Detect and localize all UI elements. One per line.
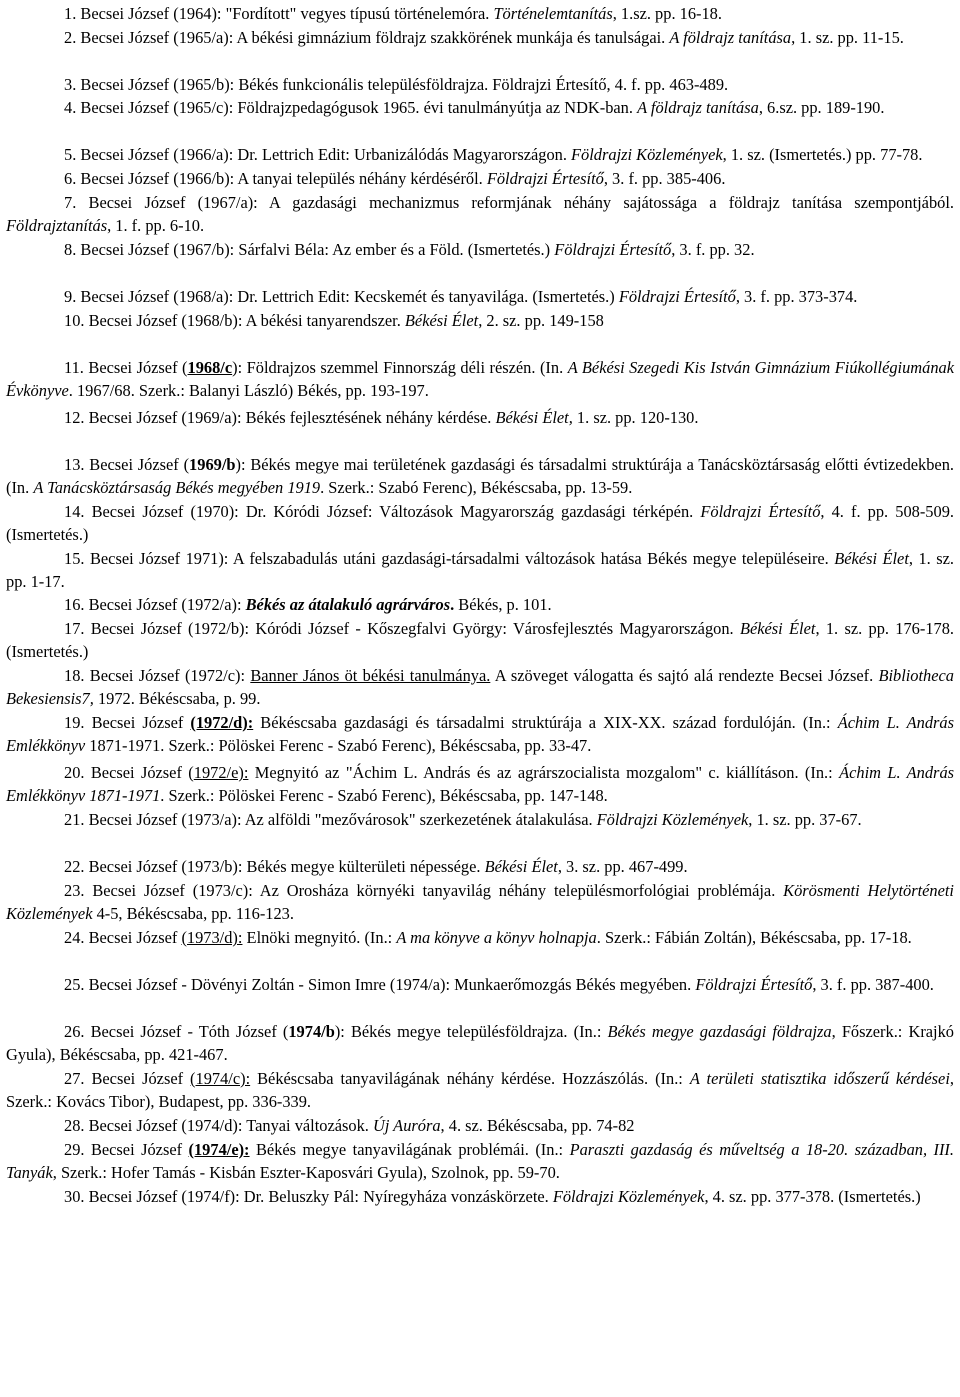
entry-text: 12. Becsei József (1969/a): Békés fejlesztésének néhány kérdése. xyxy=(64,408,496,427)
entry-emphasis: Földrajzi Értesítő xyxy=(486,169,604,188)
entry-emphasis: A földrajz tanítása xyxy=(669,28,792,47)
entry-text: 7. Becsei József (1967/a): A gazdasági mechanizmus reformjának néhány sajátossága a földrajz tanítása szempontjából. xyxy=(64,193,954,212)
entry-emphasis: A területi statisztika időszerű kérdései xyxy=(689,1069,950,1088)
entry-emphasis: Történelemtanítás xyxy=(493,4,613,23)
entry-emphasis: Paraszti gazdaság és műveltség a 18-20. században, III. Tanyák xyxy=(6,1140,954,1183)
entry-text: , 3. f. pp. 385-406. xyxy=(603,169,726,188)
entry-emphasis: Új Auróra xyxy=(372,1116,441,1135)
entry-emphasis: Földrajzi Értesítő xyxy=(618,287,736,306)
entry-emphasis: Békési Élet xyxy=(484,857,558,876)
entry-text: , Főszerk.: Krajkó Gyula), Békéscsaba, pp. 421-467. xyxy=(6,1022,954,1065)
bibliography-entry xyxy=(6,2,954,25)
entry-text: ): Békés megye településföldrajza. (In.: xyxy=(334,1022,608,1041)
entry-text: , 1. f. pp. 6-10. xyxy=(107,216,205,236)
entry-text: 5. Becsei József (1966/a): Dr. Lettrich Edit: Urbanizálódás Magyarországon. xyxy=(64,145,572,164)
entry-text: 25. Becsei József - Dövényi Zoltán - Simon Imre (1974/a): Munkaerőmozgás Békés megyében. xyxy=(64,975,696,994)
bibliography-entry xyxy=(6,973,954,996)
bibliography-entry xyxy=(6,1020,954,1066)
entry-emphasis: Földrajzi Értesítő xyxy=(554,240,672,259)
entry-emphasis: 1972/e): xyxy=(193,763,249,782)
entry-text: 28. Becsei József (1974/d): Tanyai változások. xyxy=(64,1116,373,1135)
entry-text: 19. Becsei József xyxy=(64,713,191,732)
entry-text: , 1.sz. pp. 16-18. xyxy=(612,4,722,23)
entry-text: , 1. sz. (Ismertetés.) pp. 77-78. xyxy=(722,145,923,164)
entry-text: 9. Becsei József (1968/a): Dr. Lettrich Edit: Kecskemét és tanyavilága. (Ismertetés.) xyxy=(64,287,619,306)
bibliography-entry xyxy=(6,453,954,499)
entry-text: 10. Becsei József (1968/b): A békési tanyarendszer. xyxy=(64,311,405,330)
entry-text: , 1. sz. pp. 176-178. (Ismertetés.) xyxy=(6,619,955,662)
bibliography-entry xyxy=(6,309,954,332)
entry-text: Békés, p. 101. xyxy=(454,595,552,614)
bibliography-entry xyxy=(6,26,954,49)
entry-text: 4. Becsei József (1965/c): Földrajzpedagógusok 1965. évi tanulmányútja az NDK-ban. xyxy=(64,98,638,117)
entry-text: . Szerk.: Pölöskei Ferenc - Szabó Ferenc), Békéscsaba, pp. 147-148. xyxy=(160,786,608,806)
entry-emphasis: Körösmenti Helytörténeti Közlemények xyxy=(6,881,954,924)
entry-text: 4-5, Békéscsaba, pp. 116-123. xyxy=(92,904,294,924)
bibliography-entry xyxy=(6,191,954,237)
entry-text: 20. Becsei József ( xyxy=(64,763,194,782)
bibliography-entry xyxy=(6,96,954,119)
bibliography-entry xyxy=(6,406,954,429)
entry-emphasis: Békési Élet, xyxy=(495,408,573,427)
entry-text: 8. Becsei József (1967/b): Sárfalvi Béla: Az ember és a Föld. (Ismertetés.) xyxy=(64,240,555,259)
entry-text: 1. sz. pp. 120-130. xyxy=(572,408,699,427)
bibliography-entry xyxy=(6,711,954,757)
entry-text: , 6.sz. pp. 189-190. xyxy=(758,98,885,117)
entry-emphasis: A földrajz tanítása xyxy=(637,98,759,117)
bibliography-entry xyxy=(6,547,954,593)
entry-text: , 4. f. pp. 508-509. (Ismertetés.) xyxy=(6,502,954,545)
entry-text: Békés megye tanyavilágának problémái. (In.: xyxy=(249,1140,570,1159)
entry-text: , 3. f. pp. 387-400. xyxy=(812,975,934,994)
entry-text: 17. Becsei József (1972/b): Kóródi József - Kőszegfalvi György: Városfejlesztés Magyarországon. xyxy=(64,619,740,638)
entry-emphasis: Békés az átalakuló agrárváros xyxy=(245,595,451,614)
bibliography-entry xyxy=(6,617,954,663)
entry-emphasis: Földrajzi Értesítő xyxy=(700,502,821,521)
entry-emphasis: A Tanácsköztársaság Békés megyében 1919 xyxy=(33,478,321,498)
entry-emphasis: 1968/c xyxy=(187,358,233,377)
entry-emphasis: Békés megye gazdasági földrajza xyxy=(607,1022,832,1041)
bibliography-entry xyxy=(6,1138,954,1184)
bibliography-entry xyxy=(6,356,954,402)
entry-text: , 1. sz. pp. 1-17. xyxy=(6,549,954,592)
entry-text: 23. Becsei József (1973/c): Az Orosháza környéki tanyavilág néhány településmorfológiai problémája. xyxy=(64,881,784,900)
entry-text: , 2. sz. pp. 149-158 xyxy=(478,311,604,330)
entry-text: , Szerk.: Hofer Tamás - Kisbán Eszter-Kaposvári Gyula), Szolnok, pp. 59-70. xyxy=(52,1163,560,1183)
entry-emphasis: (1972/d): xyxy=(190,713,254,732)
entry-emphasis: Földrajzi Közlemények xyxy=(571,145,723,164)
entry-emphasis: Békési Élet xyxy=(834,549,909,568)
entry-emphasis: Földrajztanítás xyxy=(6,216,108,236)
bibliography-entry xyxy=(6,143,954,166)
entry-emphasis: Áchim L. András Emlékkönyv xyxy=(6,713,955,756)
entry-text: 11. Becsei József ( xyxy=(64,358,188,377)
entry-text: 30. Becsei József (1974/f): Dr. Beluszky Pál: Nyíregyháza vonzáskörzete. xyxy=(64,1187,553,1206)
bibliography-entry xyxy=(6,1114,954,1137)
entry-text: Békéscsaba tanyavilágának néhány kérdése. Hozzászólás. (In.: xyxy=(250,1069,690,1088)
entry-emphasis: (1974/c): xyxy=(190,1069,251,1088)
entry-text: A szöveget válogatta és sajtó alá rendezte Becsei József. xyxy=(490,666,879,685)
entry-text: . 1967/68. Szerk.: Balanyi László) Békés, pp. 193-197. xyxy=(68,381,429,401)
entry-text: 6. Becsei József (1966/b): A tanyai település néhány kérdéséről. xyxy=(64,169,487,188)
bibliography-entry xyxy=(6,285,954,308)
bibliography-entry xyxy=(6,167,954,190)
bibliography-entry xyxy=(6,855,954,878)
entry-emphasis: (1974/e): xyxy=(188,1140,250,1159)
bibliography-entry xyxy=(6,593,954,616)
entry-text: Megnyitó az "Áchim L. András és az agrárszocialista mozgalom" c. kiállításon. (In.: xyxy=(248,763,840,782)
entry-text: , 1. sz. pp. 11-15. xyxy=(791,28,904,47)
entry-text: 1. Becsei József (1964): "Fordított" vegyes típusú történelemóra. xyxy=(64,4,494,23)
entry-emphasis: Békési Élet xyxy=(404,311,479,330)
entry-text: , 3. sz. pp. 467-499. xyxy=(557,857,688,876)
entry-text: 27. Becsei József xyxy=(64,1069,191,1088)
entry-text: , 4. sz. Békéscsaba, pp. 74-82 xyxy=(440,1116,635,1135)
entry-emphasis: Földrajzi Értesítő xyxy=(695,975,813,994)
entry-text: 3. Becsei József (1965/b): Békés funkcionális településföldrajza. Földrajzi Értesítő, 4. f. pp. 463-489. xyxy=(64,75,729,94)
entry-text: 22. Becsei József (1973/b): Békés megye külterületi népessége. xyxy=(64,857,485,876)
bibliography-entry xyxy=(6,926,954,949)
entry-text: 26. Becsei József - Tóth József ( xyxy=(64,1022,289,1041)
entry-text: 13. Becsei József ( xyxy=(64,455,190,474)
entry-text: ): Földrajzos szemmel Finnország déli részén. (In. xyxy=(232,358,568,377)
entry-text: 21. Becsei József (1973/a): Az alföldi "mezővárosok" szerkezetének átalakulása. xyxy=(64,810,597,829)
entry-text: ): Békés megye mai területének gazdasági és társadalmi struktúrája a Tanácsköztársaság előtti évtizedekben. (In. xyxy=(6,455,954,498)
entry-text: , Szerk.: Kovács Tibor), Budapest, pp. 336-339. xyxy=(6,1069,954,1112)
entry-text: , 1. sz. pp. 37-67. xyxy=(748,810,862,829)
bibliography-entry xyxy=(6,1185,954,1208)
entry-text: 15. Becsei József 1971): A felszabadulás utáni gazdasági-társadalmi változások hatása Békés megye településeire. xyxy=(64,549,835,568)
entry-emphasis: (1973/d): xyxy=(181,928,243,947)
entry-emphasis: 1969/b xyxy=(189,455,236,474)
entry-text: 29. Becsei József xyxy=(64,1140,189,1159)
entry-emphasis: Bibliotheca Bekesiensis7, xyxy=(6,666,954,709)
bibliography-entry xyxy=(6,238,954,261)
bibliography-entry xyxy=(6,73,954,96)
entry-text: . Szerk.: Fábián Zoltán), Békéscsaba, pp. 17-18. xyxy=(596,928,912,947)
entry-emphasis: A Békési Szegedi Kis István Gimnázium Fiúkollégiumának Évkönyve xyxy=(6,358,955,401)
bibliography-entry xyxy=(6,1067,954,1113)
entry-text: , 3. f. pp. 373-374. xyxy=(735,287,858,306)
entry-text: Békéscsaba gazdasági és társadalmi struktúrája a XIX-XX. század fordulóján. (In.: xyxy=(253,713,838,732)
entry-emphasis: Földrajzi Közlemények xyxy=(552,1187,705,1206)
entry-emphasis: Áchim L. András Emlékkönyv 1871-1971 xyxy=(6,763,955,806)
entry-text: 16. Becsei József (1972/a): xyxy=(64,595,246,614)
entry-emphasis: A ma könyve a könyv holnapja xyxy=(396,928,597,947)
entry-text: 1972. Békéscsaba, p. 99. xyxy=(93,689,261,709)
bibliography-entry xyxy=(6,808,954,831)
bibliography-entry xyxy=(6,664,954,710)
entry-text: 14. Becsei József (1970): Dr. Kóródi József: Változások Magyarország gazdasági térképén. xyxy=(64,502,701,521)
entry-emphasis: Banner János öt békési tanulmánya. xyxy=(250,666,491,685)
entry-text: 18. Becsei József (1972/c): xyxy=(64,666,251,685)
entry-emphasis: Békési Élet xyxy=(739,619,816,638)
entry-text: 1871-1971. Szerk.: Pölöskei Ferenc - Szabó Ferenc), Békéscsaba, pp. 33-47. xyxy=(85,736,592,756)
entry-text: 24. Becsei József xyxy=(64,928,182,947)
entry-emphasis: . xyxy=(450,595,455,614)
entry-text: Elnöki megnyitó. (In.: xyxy=(242,928,397,947)
entry-text: , 4. sz. pp. 377-378. (Ismertetés.) xyxy=(704,1187,921,1206)
entry-text: , 3. f. pp. 32. xyxy=(671,240,755,259)
entry-emphasis: Földrajzi Közlemények xyxy=(596,810,749,829)
entry-text: 2. Becsei József (1965/a): A békési gimnázium földrajz szakkörének munkája és tanulságai. xyxy=(64,28,670,47)
entry-text: . Szerk.: Szabó Ferenc), Békéscsaba, pp. 13-59. xyxy=(320,478,633,498)
bibliography-entry xyxy=(6,879,954,925)
bibliography-entry xyxy=(6,500,954,546)
bibliography-entry xyxy=(6,761,954,807)
entry-emphasis: 1974/b xyxy=(288,1022,335,1041)
